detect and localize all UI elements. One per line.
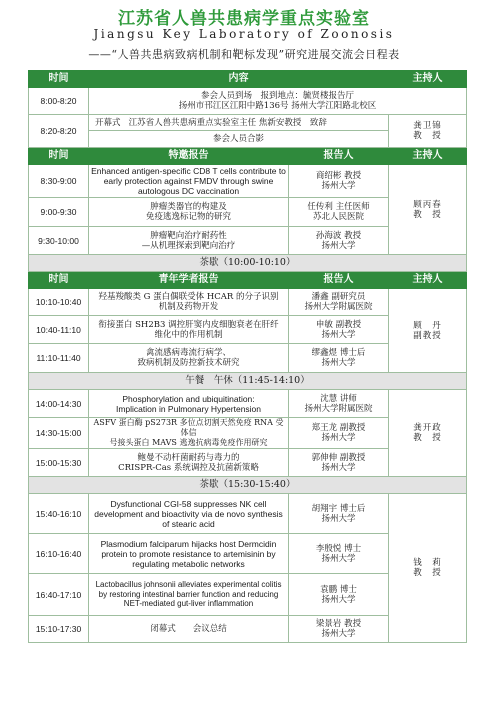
speaker-cell <box>289 449 389 477</box>
address-line: 扬州市邗江区江阳中路136号 扬州大学江阳路北校区 <box>178 101 377 111</box>
table-row <box>29 165 467 198</box>
header-host: 主持人 <box>389 148 467 165</box>
table-row <box>29 289 467 316</box>
topic-cell: 肿瘤类器官的构建及 免疫逃逸标记物的研究 <box>89 198 289 227</box>
speaker-affiliation: 扬州大学 <box>321 553 356 564</box>
topic-cell: 鲍曼不动杆菌耐药与毒力的 CRISPR-Cas 系统调控及抗菌新策略 <box>89 449 289 477</box>
time-cell: 11:10-11:40 <box>29 344 89 373</box>
speaker-cell <box>289 494 389 534</box>
topic-cell: Phosphorylation and ubiquitination: Implication in Pulmonary Hypertension <box>89 390 289 418</box>
topic-cell: 羟基羧酸类 G 蛋白偶联受体 HCAR 的分子识别 机制及药物开发 <box>89 289 289 316</box>
speaker-affiliation: 扬州大学 <box>321 329 356 340</box>
time-cell: 14:00-14:30 <box>29 390 89 418</box>
speaker-affiliation: 扬州大学 <box>321 594 356 605</box>
table-row <box>29 390 467 418</box>
topic-cell: 衔接蛋白 SH2B3 调控肝窦内皮细胞衰老在肝纤 维化中的作用机制 <box>89 316 289 344</box>
header-speaker: 报告人 <box>289 148 389 165</box>
topic-cell: 禽流感病毒流行病学、 致病机制及防控新技术研究 <box>89 344 289 373</box>
header-row <box>29 148 467 165</box>
speaker-cell <box>289 289 389 316</box>
time-cell: 15:40-16:10 <box>29 494 89 534</box>
speaker-name: 商绍彬 教授 <box>315 171 362 181</box>
speaker-affiliation: 扬州大学附属医院 <box>304 403 373 414</box>
speaker-name: 胡翔宇 博士后 <box>311 503 366 514</box>
topic-cell: 闭幕式 会议总结 <box>89 616 289 643</box>
tea-break: 茶歇（10:00-10:10） <box>29 255 467 272</box>
topic-cell: ASFV 蛋白酶 pS273R 多位点切割天然免疫 RNA 受体信 号接头蛋白 MAVS 逃逸抗病毒免疫作用研究 <box>89 418 289 449</box>
table-row <box>29 494 467 534</box>
speaker-cell <box>289 574 389 616</box>
time-cell: 10:40-11:10 <box>29 316 89 344</box>
header-time: 时间 <box>29 71 89 88</box>
header-host: 主持人 <box>389 71 467 88</box>
speaker-name: 梁景岩 教授 <box>315 619 362 629</box>
speaker-name: 李殷悦 博士 <box>315 543 362 554</box>
speaker-name: 袁鹏 博士 <box>320 584 357 595</box>
lunch-break: 午餐 午休（11:45-14:10） <box>29 373 467 390</box>
opening-label: 开幕式 <box>95 117 121 128</box>
host-cell: 顾丙春 教 授 <box>389 165 467 255</box>
topic-cell: Enhanced antigen-specific CD8 T cells contribute to early protection against FMDV through swine autologous DC vaccination <box>89 165 289 198</box>
tea-break: 茶歇（15:30-15:40） <box>29 477 467 494</box>
header-time: 时间 <box>29 272 89 289</box>
program-title: ——“人兽共患病致病机制和靶标发现”研究进展交流会日程表 <box>88 48 400 61</box>
table-row <box>29 115 467 131</box>
header-row <box>29 272 467 289</box>
time-cell: 8:30-9:00 <box>29 165 89 198</box>
opening-text: 江苏省人兽共患病重点实验室主任 焦新安教授 致辞 <box>128 117 327 128</box>
topic-cell: Dysfunctional CGI-58 suppresses NK cell development and bioactivity via de novo synthesis of stearic acid <box>89 494 289 534</box>
host-cell: 龚开政 教 授 <box>389 390 467 477</box>
speaker-affiliation: 扬州大学 <box>321 513 356 524</box>
english-subtitle: Jiangsu Key Laboratory of Zoonosis <box>93 27 395 41</box>
speaker-cell <box>289 418 389 449</box>
header-row <box>29 71 467 88</box>
header-host: 主持人 <box>389 272 467 289</box>
host-cell: 顾 丹 副教授 <box>389 289 467 373</box>
break-row <box>29 373 467 390</box>
speaker-affiliation: 扬州大学 <box>321 358 356 368</box>
time-cell: 15:10-17:30 <box>29 616 89 643</box>
break-row <box>29 477 467 494</box>
time-cell: 16:10-16:40 <box>29 534 89 574</box>
header-speaker: 报告人 <box>289 272 389 289</box>
speaker-affiliation: 苏北人民医院 <box>312 212 364 222</box>
table-row <box>29 88 467 115</box>
time-cell: 10:10-10:40 <box>29 289 89 316</box>
page-title: 江苏省人兽共患病学重点实验室 <box>118 9 370 29</box>
speaker-affiliation: 扬州大学附属医院 <box>304 302 373 312</box>
header-content: 内容 <box>89 71 389 88</box>
time-cell: 8:00-8:20 <box>29 88 89 115</box>
header-time: 时间 <box>29 148 89 165</box>
speaker-cell <box>289 344 389 373</box>
speaker-affiliation: 扬州大学 <box>321 462 356 473</box>
speaker-name: 郑王龙 副教授 <box>311 423 366 433</box>
topic-cell: Plasmodium falciparum hijacks host Dermcidin protein to promote resistance to artemisinin by regulating metabolic networks <box>89 534 289 574</box>
registration-cell <box>89 88 467 115</box>
speaker-cell <box>289 616 389 643</box>
speaker-cell <box>289 198 389 227</box>
speaker-affiliation: 扬州大学 <box>321 181 356 191</box>
speaker-affiliation: 扬州大学 <box>321 433 356 443</box>
speaker-cell <box>289 227 389 255</box>
speaker-name: 申敏 副教授 <box>315 319 362 330</box>
time-cell: 16:40-17:10 <box>29 574 89 616</box>
speaker-affiliation: 扬州大学 <box>321 629 356 639</box>
speaker-affiliation: 扬州大学 <box>321 240 356 251</box>
speaker-name: 郭伸伸 副教授 <box>311 452 366 463</box>
opening-cell <box>89 115 389 131</box>
speaker-name: 孙海波 教授 <box>315 230 362 241</box>
speaker-cell <box>289 316 389 344</box>
time-cell: 9:30-10:00 <box>29 227 89 255</box>
speaker-name: 沈慧 讲师 <box>320 393 357 404</box>
topic-cell: Lactobacillus johnsonii alleviates experimental colitis by restoring intestinal barrier function and reducing NET-mediated gut-liver inflammation <box>89 574 289 616</box>
registration-line: 参会人员到场 报到地点：毓贤楼报告厅 <box>200 91 354 101</box>
speaker-cell <box>289 534 389 574</box>
host-cell: 龚卫锦 教 授 <box>389 115 467 148</box>
header-topic: 青年学者报告 <box>89 272 289 289</box>
time-cell: 15:00-15:30 <box>29 449 89 477</box>
time-cell: 14:30-15:00 <box>29 418 89 449</box>
speaker-name: 缪鑫煜 博士后 <box>311 348 366 358</box>
host-cell: 钱 莉 教 授 <box>389 494 467 643</box>
time-cell: 8:20-8:20 <box>29 115 89 148</box>
schedule-table <box>28 70 467 643</box>
speaker-cell <box>289 390 389 418</box>
speaker-cell <box>289 165 389 198</box>
speaker-name: 潘鑫 副研究员 <box>311 292 366 302</box>
topic-cell: 肿瘤靶向治疗耐药性 —从机理探索到靶向治疗 <box>89 227 289 255</box>
photo-cell: 参会人员合影 <box>89 131 389 148</box>
time-cell: 9:00-9:30 <box>29 198 89 227</box>
speaker-name: 任传利 主任医师 <box>307 202 370 212</box>
header-topic: 特邀报告 <box>89 148 289 165</box>
break-row <box>29 255 467 272</box>
